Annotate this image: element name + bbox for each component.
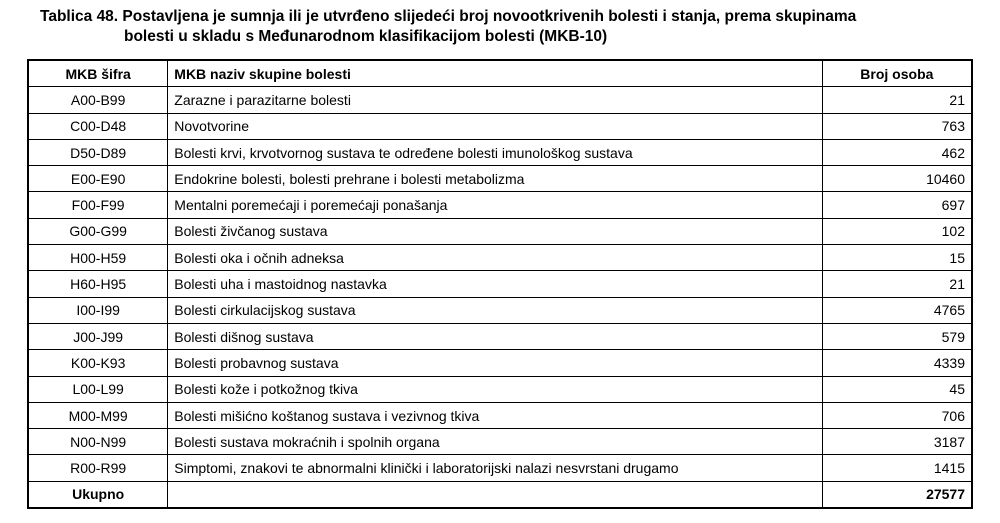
table-row [28, 323, 972, 349]
table-row [28, 245, 972, 271]
mkb-code-cell: D50-D89 [28, 139, 168, 165]
table-row [28, 139, 972, 165]
count-cell: 763 [822, 113, 972, 139]
mkb-code-cell: I00-I99 [28, 297, 168, 323]
mkb-name-cell: Endokrine bolesti, bolesti prehrane i bolesti metabolizma [168, 166, 822, 192]
mkb-code-cell: N00-N99 [28, 429, 168, 455]
total-label: Ukupno [28, 481, 168, 508]
mkb-name-cell: Bolesti krvi, krvotvornog sustava te određene bolesti imunološkog sustava [168, 139, 822, 165]
count-cell: 706 [822, 402, 972, 428]
mkb-name-cell: Mentalni poremećaji i poremećaji ponašanja [168, 192, 822, 218]
mkb-code-cell: M00-M99 [28, 402, 168, 428]
table-row [28, 113, 972, 139]
table-row [28, 297, 972, 323]
table-row [28, 429, 972, 455]
mkb-name-cell: Novotvorine [168, 113, 822, 139]
count-cell: 697 [822, 192, 972, 218]
table-header-row [28, 60, 972, 87]
mkb-code-cell: L00-L99 [28, 376, 168, 402]
table-row [28, 192, 972, 218]
mkb-name-cell: Bolesti oka i očnih adneksa [168, 245, 822, 271]
header-mkb-code: MKB šifra [28, 60, 168, 87]
mkb-code-cell: C00-D48 [28, 113, 168, 139]
mkb-name-cell: Bolesti cirkulacijskog sustava [168, 297, 822, 323]
count-cell: 462 [822, 139, 972, 165]
count-cell: 4765 [822, 297, 972, 323]
header-count: Broj osoba [822, 60, 972, 87]
table-row [28, 87, 972, 113]
mkb-name-cell: Bolesti živčanog sustava [168, 218, 822, 244]
mkb-code-cell: J00-J99 [28, 323, 168, 349]
count-cell: 1415 [822, 455, 972, 481]
mkb-code-cell: H60-H95 [28, 271, 168, 297]
mkb-name-cell: Simptomi, znakovi te abnormalni klinički i laboratorijski nalazi nesvrstani drugamo [168, 455, 822, 481]
mkb-code-cell: E00-E90 [28, 166, 168, 192]
table-caption [40, 7, 980, 47]
mkb-name-cell: Bolesti kože i potkožnog tkiva [168, 376, 822, 402]
count-cell: 15 [822, 245, 972, 271]
table-row [28, 271, 972, 297]
caption-line-2: bolesti u skladu s Međunarodnom klasifikacijom bolesti (MKB-10) [124, 28, 608, 45]
table-row [28, 350, 972, 376]
table-row [28, 402, 972, 428]
count-cell: 3187 [822, 429, 972, 455]
caption-line-1: Tablica 48. Postavljena je sumnja ili je utvrđeno slijedeći broj novootkrivenih bolesti i stanja, prema skupinama [40, 8, 857, 25]
count-cell: 21 [822, 271, 972, 297]
total-name-cell [168, 481, 822, 508]
header-mkb-name: MKB naziv skupine bolesti [168, 60, 822, 87]
count-cell: 102 [822, 218, 972, 244]
mkb-code-cell: R00-R99 [28, 455, 168, 481]
total-row [28, 481, 972, 508]
mkb-name-cell: Bolesti uha i mastoidnog nastavka [168, 271, 822, 297]
mkb-code-cell: A00-B99 [28, 87, 168, 113]
mkb-name-cell: Zarazne i parazitarne bolesti [168, 87, 822, 113]
table-row [28, 166, 972, 192]
mkb-code-cell: K00-K93 [28, 350, 168, 376]
mkb-name-cell: Bolesti dišnog sustava [168, 323, 822, 349]
table-row [28, 376, 972, 402]
count-cell: 21 [822, 87, 972, 113]
mkb-name-cell: Bolesti sustava mokraćnih i spolnih organa [168, 429, 822, 455]
table-row [28, 455, 972, 481]
mkb-code-cell: G00-G99 [28, 218, 168, 244]
count-cell: 579 [822, 323, 972, 349]
total-count: 27577 [822, 481, 972, 508]
table-row [28, 218, 972, 244]
mkb-code-cell: H00-H59 [28, 245, 168, 271]
count-cell: 45 [822, 376, 972, 402]
count-cell: 10460 [822, 166, 972, 192]
mkb-code-cell: F00-F99 [28, 192, 168, 218]
mkb-name-cell: Bolesti mišićno koštanog sustava i vezivnog tkiva [168, 402, 822, 428]
mkb-name-cell: Bolesti probavnog sustava [168, 350, 822, 376]
count-cell: 4339 [822, 350, 972, 376]
disease-table [27, 59, 973, 509]
table-body [28, 87, 972, 508]
